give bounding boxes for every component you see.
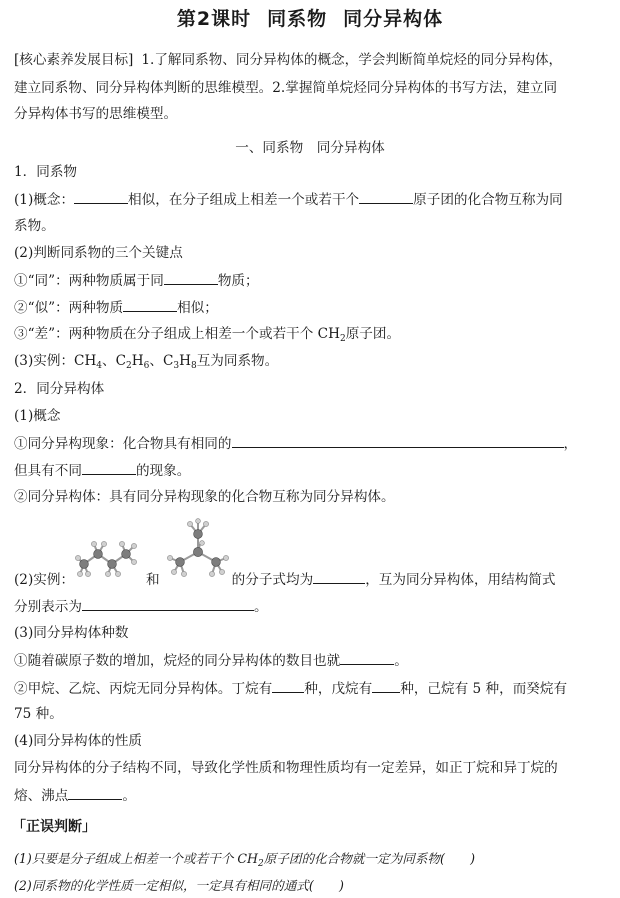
isomer-property-line-2: 熔、沸点 。 xyxy=(14,785,136,806)
goal-tag: [核心素养发展目标] xyxy=(14,52,134,68)
homolog-key-3: ③“差”：两种物质在分子组成上相差一个或若干个 $CH_2$原子团。 xyxy=(14,326,401,344)
isomer-concept-heading: (1)概念 xyxy=(14,408,61,424)
judge-question-1: (1)只要是分子组成上相差一个或若干个 $CH_2$原子团的化合物就一定为同系物( ) xyxy=(14,851,476,869)
homolog-def-line-1: (1)概念： 相似，在分子组成上相差一个或若干个 原子团的化合物互称为同 xyxy=(14,189,563,210)
homolog-key-2: ②“似”：两种物质 相似； xyxy=(14,297,218,318)
blank[interactable] xyxy=(82,460,136,475)
blank[interactable] xyxy=(68,785,122,800)
isomer-example-line-1: (2)实例： 和 的分子式均为 ，互为同分异构体，用结构简式 xyxy=(14,569,556,590)
isomer-property-line-1: 同分异构体的分子结构不同，导致化学性质和物理性质均有一定差异，如正丁烷和异丁烷的 xyxy=(14,760,558,776)
judge-question-2: (2)同系物的化学性质一定相似，一定具有相同的通式( ) xyxy=(14,878,344,893)
blank[interactable] xyxy=(123,297,177,312)
goal-line-2: 建立同系物、同分异构体判断的思维模型。2.掌握简单烷烃同分异构体的书写方法，建立同 xyxy=(14,80,558,96)
blank[interactable] xyxy=(74,189,128,204)
homolog-key-1: ①“同”：两种物质属于同 物质； xyxy=(14,270,259,291)
blank[interactable] xyxy=(313,569,365,584)
goal-line-1: [核心素养发展目标] 1.了解同系物、同分异构体的概念，学会判断简单烷烃的同分异构体， xyxy=(14,52,563,68)
blank[interactable] xyxy=(372,678,400,693)
section-heading: 一、同系物 同分异构体 xyxy=(235,140,385,156)
isomer-example-line-2: 分别表示为 。 xyxy=(14,596,268,617)
page-title: 第2课时 同系物 同分异构体 xyxy=(176,8,444,30)
blank[interactable] xyxy=(82,596,254,611)
homolog-keys-heading: (2)判断同系物的三个关键点 xyxy=(14,245,183,261)
blank[interactable] xyxy=(359,189,413,204)
blank[interactable] xyxy=(164,270,218,285)
blank[interactable] xyxy=(272,678,304,693)
isomer-count-heading: (3)同分异构体种数 xyxy=(14,625,129,641)
isomer-phenomenon-line-1: ①同分异构现象：化合物具有相同的 ， xyxy=(14,433,577,454)
blank[interactable] xyxy=(340,650,394,665)
isomer-count-1: ①随着碳原子数的增加，烷烃的同分异构体的数目也就 。 xyxy=(14,650,408,671)
homolog-heading: 1．同系物 xyxy=(14,164,78,180)
isomer-definition: ②同分异构体：具有同分异构现象的化合物互称为同分异构体。 xyxy=(14,489,395,505)
homolog-example: (3)实例：$CH_4$、$C_2H_6$、$C_3H_8$互为同系物。 xyxy=(14,353,279,371)
blank[interactable] xyxy=(232,433,564,448)
isomer-count-2: ②甲烷、乙烷、丙烷无同分异构体。丁烷有 种，戊烷有 种，己烷有 5 种，而癸烷有 xyxy=(14,678,567,699)
isomer-heading: 2．同分异构体 xyxy=(14,381,105,397)
isomer-count-3: 75 种。 xyxy=(14,706,63,722)
judge-heading: 「正误判断」 xyxy=(12,819,96,835)
goal-line-3: 分异构体书写的思维模型。 xyxy=(14,106,178,122)
isomer-phenomenon-line-2: 但具有不同 的现象。 xyxy=(14,460,190,481)
homolog-def-line-2: 系物。 xyxy=(14,218,55,234)
isomer-property-heading: (4)同分异构体的性质 xyxy=(14,733,143,749)
